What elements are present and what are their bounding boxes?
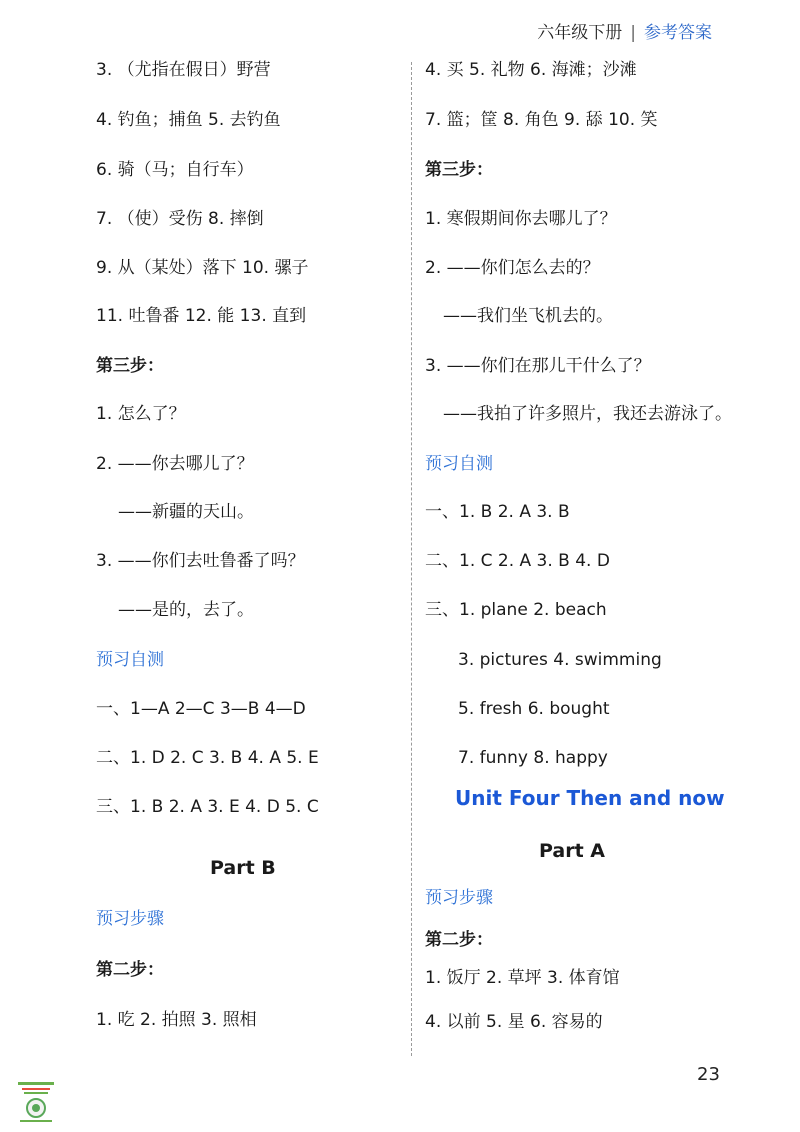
left-line-15: 二、1. D 2. C 3. B 4. A 5. E bbox=[96, 748, 319, 768]
right-line-6: ——我们坐飞机去的。 bbox=[443, 306, 613, 326]
right-line-5: 2. ——你们怎么去的？ bbox=[425, 258, 600, 278]
left-line-8: 1. 怎么了？ bbox=[96, 404, 186, 424]
right-line-10: 一、1. B 2. A 3. B bbox=[425, 502, 570, 522]
right-line-14: 5. fresh 6. bought bbox=[458, 699, 610, 719]
publisher-stamp-icon bbox=[14, 1080, 58, 1124]
right-line-7: 3. ——你们在那儿干什么了？ bbox=[425, 356, 651, 376]
left-line-12: ——是的，去了。 bbox=[118, 600, 254, 620]
unit-four-title: Unit Four Then and now bbox=[455, 786, 725, 810]
right-line-12: 三、1. plane 2. beach bbox=[425, 600, 607, 620]
left-line-10: ——新疆的天山。 bbox=[118, 502, 254, 522]
right-line-15: 7. funny 8. happy bbox=[458, 748, 608, 768]
left-line-6: 11. 吐鲁番 12. 能 13. 直到 bbox=[96, 306, 307, 326]
header-grade: 六年级下册 bbox=[537, 23, 623, 43]
left-line-3: 6. 骑（马；自行车） bbox=[96, 160, 254, 180]
right-line-4: 1. 寒假期间你去哪儿了？ bbox=[425, 209, 617, 229]
right-line-8: ——我拍了许多照片，我还去游泳了。 bbox=[443, 404, 732, 424]
right-line-11: 二、1. C 2. A 3. B 4. D bbox=[425, 551, 610, 571]
header-separator: | bbox=[630, 23, 636, 43]
right-line-2: 7. 篮；筐 8. 角色 9. 舔 10. 笑 bbox=[425, 110, 658, 130]
header-answers: 参考答案 bbox=[644, 23, 712, 43]
part-b-heading: Part B bbox=[210, 857, 276, 879]
left-line-2: 4. 钓鱼；捕鱼 5. 去钓鱼 bbox=[96, 110, 281, 130]
left-line-11: 3. ——你们去吐鲁番了吗？ bbox=[96, 551, 305, 571]
right-step-two-heading: 第二步： bbox=[425, 930, 493, 950]
right-section-preview-steps: 预习步骤 bbox=[425, 888, 493, 908]
left-line-16: 三、1. B 2. A 3. E 4. D 5. C bbox=[96, 797, 319, 817]
left-line-4: 7. （使）受伤 8. 摔倒 bbox=[96, 209, 264, 229]
right-step-three-heading: 第三步： bbox=[425, 160, 493, 180]
left-line-5: 9. 从（某处）落下 10. 骡子 bbox=[96, 258, 309, 278]
left-line-9: 2. ——你去哪儿了？ bbox=[96, 454, 254, 474]
right-line-1: 4. 买 5. 礼物 6. 海滩；沙滩 bbox=[425, 60, 637, 80]
left-line-14: 一、1—A 2—C 3—B 4—D bbox=[96, 699, 306, 719]
column-divider bbox=[411, 62, 412, 1056]
left-step-two-heading: 第二步： bbox=[96, 960, 164, 980]
left-section-preview-steps: 预习步骤 bbox=[96, 909, 164, 929]
left-section-self-test: 预习自测 bbox=[96, 650, 164, 670]
left-line-20: 1. 吃 2. 拍照 3. 照相 bbox=[96, 1010, 257, 1030]
page-header bbox=[537, 20, 712, 46]
right-line-21: 4. 以前 5. 星 6. 容易的 bbox=[425, 1012, 603, 1032]
left-line-1: 3. （尤指在假日）野营 bbox=[96, 60, 271, 80]
right-line-20: 1. 饭厅 2. 草坪 3. 体育馆 bbox=[425, 968, 620, 988]
left-step-three-heading: 第三步： bbox=[96, 356, 164, 376]
right-line-13: 3. pictures 4. swimming bbox=[458, 650, 662, 670]
right-section-self-test: 预习自测 bbox=[425, 454, 493, 474]
page-number: 23 bbox=[697, 1064, 720, 1085]
part-a-heading: Part A bbox=[539, 840, 606, 862]
